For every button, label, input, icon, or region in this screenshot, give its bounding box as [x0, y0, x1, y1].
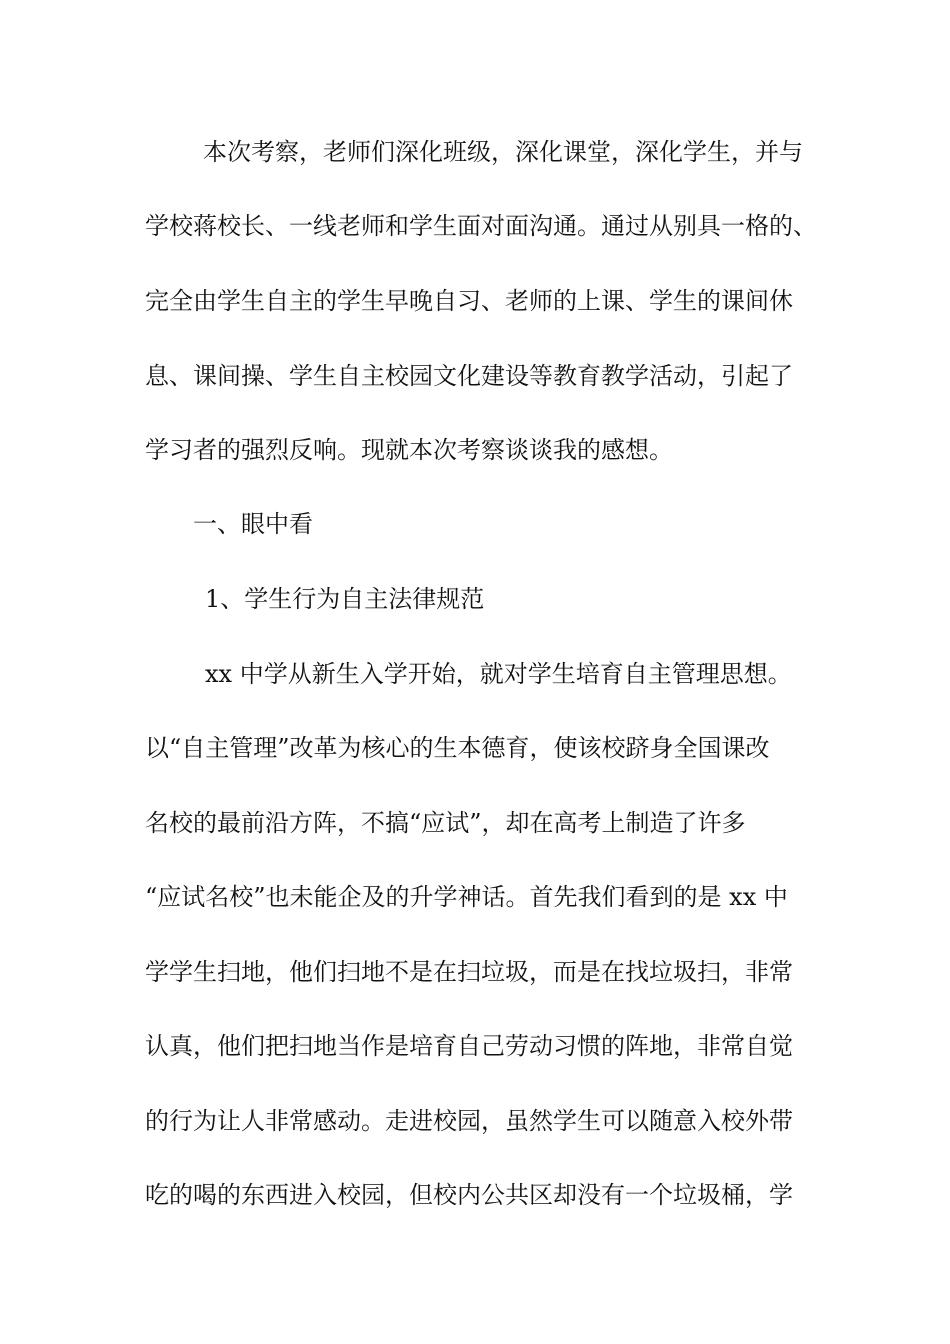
paragraph-line: xx 中学从新生入学开始，就对学生培育自主管理思想。	[205, 660, 792, 688]
paragraph-line: 名校的最前沿方阵，不搞“应试”，却在高考上制造了许多	[145, 809, 746, 837]
paragraph-line: 以“自主管理”改革为核心的生本德育，使该校跻身全国课改	[145, 734, 770, 762]
paragraph-line: 完全由学生自主的学生早晚自习、老师的上课、学生的课间休	[145, 287, 793, 315]
paragraph-line: 学学生扫地，他们扫地不是在扫垃圾，而是在找垃圾扫，非常	[145, 958, 793, 986]
paragraph-line: 吃的喝的东西进入校园，但校内公共区却没有一个垃圾桶，学	[145, 1181, 793, 1209]
section-heading: 一、眼中看	[193, 510, 313, 538]
paragraph-line: 本次考察，老师们深化班级，深化课堂，深化学生，并与	[203, 138, 803, 166]
subsection-heading: 1、学生行为自主法律规范	[205, 585, 485, 613]
paragraph-line: “应试名校”也未能企及的升学神话。首先我们看到的是 xx 中	[145, 883, 788, 911]
paragraph-line: 息、课间操、学生自主校园文化建设等教育教学活动，引起了	[145, 362, 793, 390]
paragraph-line: 学习者的强烈反响。现就本次考察谈谈我的感想。	[145, 436, 673, 464]
paragraph-line: 认真，他们把扫地当作是培育自己劳动习惯的阵地，非常自觉	[145, 1032, 793, 1060]
paragraph-line: 学校蒋校长、一线老师和学生面对面沟通。通过从别具一格的、	[145, 212, 817, 240]
paragraph-line: 的行为让人非常感动。走进校园，虽然学生可以随意入校外带	[145, 1107, 793, 1135]
